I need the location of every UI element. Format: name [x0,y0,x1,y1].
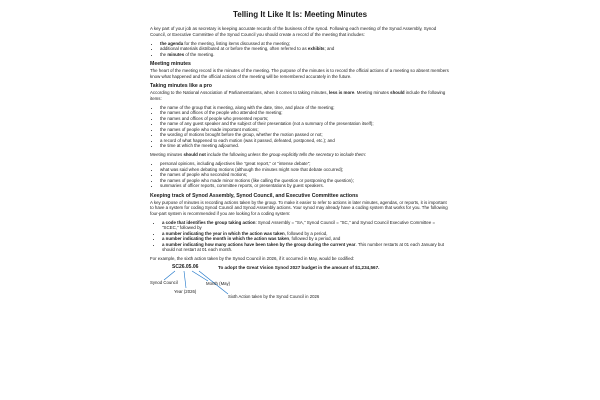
example-intro: For example, the sixth action taken by the Synod Council in 2026, if it occurred in May, would be codified: [150,256,355,261]
should-not-include-paragraph: Meeting minutes should not include the following unless the group explicitly tells the secretary to include them: [150,152,366,157]
label-synod-council: Synod Council [150,280,178,285]
taking-minutes-paragraph: According to the National Association of Parliamentarians, when it comes to taking minutes, less is more. Meeting minutes should include the following items: [150,90,446,101]
intro-paragraph: A key part of your job as secretary is keeping accurate records of the business of the synod. Following each meeting of the Synod Assembly, Synod Council, or Executive Committee of the Synod Council you should create a record of the meeting that includes: [150,26,437,37]
list-item: • the names and offices of the people who attended the meeting; [160,110,450,116]
arrow-year [184,271,186,288]
code-example-diagram [150,265,450,305]
should-include-list [150,105,450,149]
list-item: • summaries of officer reports, committee reports, or presentations by guest speakers. [160,183,450,189]
list-item: • a code that identifies the group taking action: Synod Assembly = "SA," Synod Council = "SC," and Synod Council Executive Committee = "SCEC," followed by [162,220,450,231]
section-heading-taking-minutes: Taking minutes like a pro [150,83,212,89]
list-item: • additional materials distributed at or before the meeting, often referred to as exhibits; and [160,46,450,52]
list-item: • what was said when debating motions (although the minutes might note that debate occurred); [160,167,450,173]
list-item: • the names of people who made important motions; [160,127,450,133]
label-month: Month (May) [206,281,231,286]
coding-system-list [150,220,450,253]
list-item: • the minutes of the meeting. [160,52,450,58]
meeting-minutes-paragraph: The heart of the meeting record is the minutes of the meeting. The purpose of the minutes is to record the official actions of a meeting so absent members know what happened and the official actions of the meeting will be remembered accurately in the future. [150,68,449,79]
arrow-council [164,271,175,280]
list-item: • personal opinions, including adjectives like "great report," or "intense debate"; [160,161,450,167]
action-description: To adopt the Great Vision Synod 2027 budget in the amount of $1,234,567. [218,265,380,270]
list-item: • the names of people who seconded motions; [160,172,450,178]
list-item: • the name of any guest speaker and the subject of their presentation (not a summary of the presentation itself); [160,121,450,127]
list-item: • the names and offices of people who presented reports; [160,116,450,122]
page-title: Telling It Like It Is: Meeting Minutes [232,10,368,19]
label-year: Year (2026) [174,289,197,294]
intro-list [150,41,450,58]
document-page [150,8,450,394]
should-not-include-list [150,161,450,189]
list-item: • a number indicating the year in which the action was taken, followed by a period, [162,231,450,237]
list-item: • the name of the group that is meeting, along with the date, time, and place of the meeting; [160,105,450,111]
section-heading-keeping-track: Keeping track of Synod Assembly, Synod Council, and Executive Committee actions [150,192,359,199]
list-item: • a number indicating the month in which the action was taken, followed by a period, and [162,236,450,242]
list-item: • a record of what happened to each motion (was it passed, defeated, postponed, etc.); and [160,138,450,144]
list-item: • the agenda for the meeting, listing items discussed at the meeting; [160,41,450,47]
list-item: • the time at which the meeting adjourned. [160,143,450,149]
section-heading-meeting-minutes: Meeting minutes [150,61,191,67]
list-item: • the names of people who made minor motions (like calling the question or postponing the question); [160,178,450,184]
list-item: • the wording of motions brought before the group, whether the motion passed or not; [160,132,450,138]
keeping-track-paragraph: A key purpose of minutes is recording actions taken by the group. To make it easier to refer to actions in later minutes, agendas, or reports, it is important to have a system for coding Synod Council and Synod Assembly actions. Your synod may already have a coding system that works for you. The following four-part system is recommended if you are looking for a coding system: [150,199,448,216]
list-item: • a number indicating how many actions have been taken by the group during the current year. This number restarts at 01 each January but should not restart at 01 each month. [162,242,450,253]
label-sixth-action: Sixth Action taken by the Synod Council in 2026 [228,294,320,299]
action-code: SC26.05.06 [172,264,199,270]
